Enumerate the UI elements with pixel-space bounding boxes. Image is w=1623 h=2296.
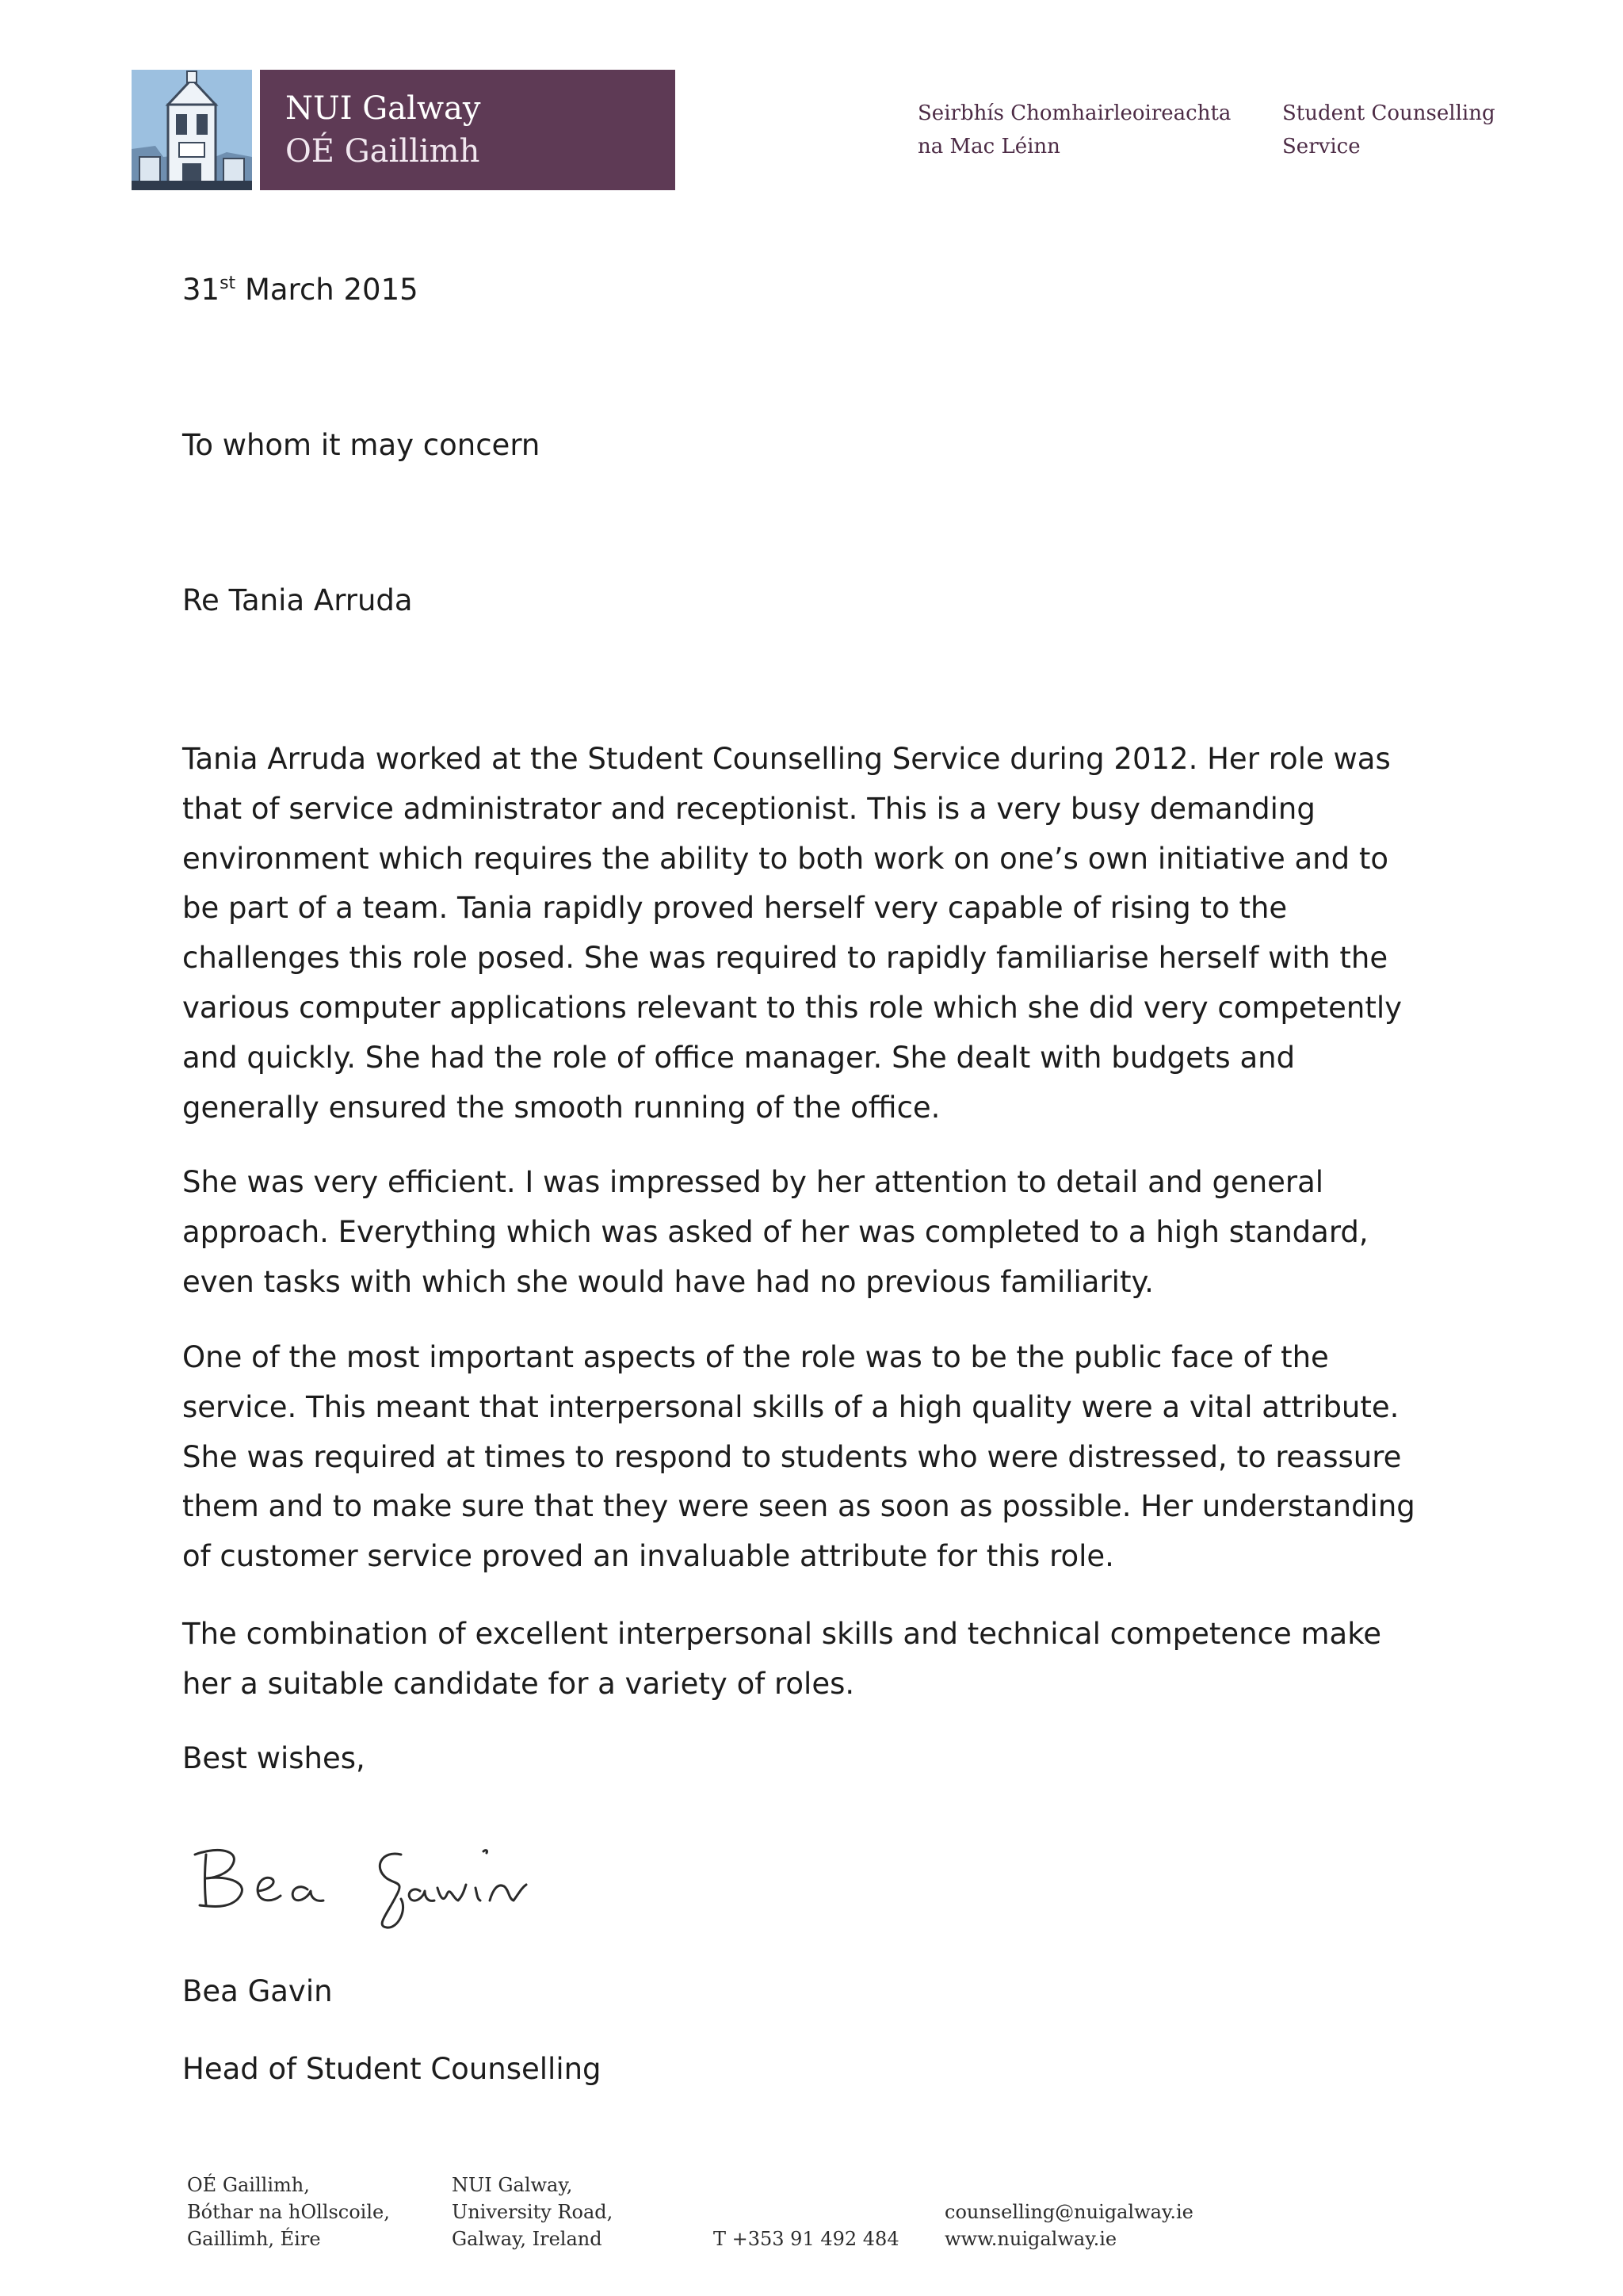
footer-english-address: NUI Galway, University Road, Galway, Ireland [452, 2174, 613, 2250]
logo-english-name: NUI Galway [285, 90, 481, 127]
footer-contact [945, 2199, 1277, 2252]
subject-line: Re Tania Arruda [182, 583, 413, 617]
body-paragraph: She was very efficient. I was impressed by her attention to detail and general approach. Everything which was asked of her was completed to a high standard, even tasks with which she would have had no previous familiarity. [182, 1165, 1369, 1299]
closing: Best wishes, [182, 1741, 365, 1775]
body-paragraph: Tania Arruda worked at the Student Counselling Service during 2012. Her role was that of service administrator and receptionist. This is a very busy demanding environment which requires the ability to both work on one’s own initiative and to be part of a team. Tania rapidly proved herself very capable of rising to the challenges this role posed. She was required to rapidly familiarise herself with the various computer applications relevant to this role which she did very competently and quickly. She had the role of office manager. She dealt with budgets and generally ensured the smooth running of the office. [182, 742, 1403, 1125]
footer-irish-address: OÉ Gaillimh, Bóthar na hOllscoile, Gaillimh, Éire [187, 2174, 390, 2250]
footer-email[interactable]: counselling@nuigalway.ie [945, 2201, 1193, 2223]
department-irish-name: Seirbhís Chomhairleoireachta na Mac Léinn [918, 101, 1232, 159]
signer-title: Head of Student Counselling [182, 2052, 601, 2086]
salutation: To whom it may concern [182, 428, 540, 462]
quadrangle-tower-icon [132, 70, 252, 190]
body-paragraph: The combination of excellent interpersonal skills and technical competence make her a suitable candidate for a variety of roles. [182, 1617, 1382, 1701]
signer-name: Bea Gavin [182, 1974, 333, 2008]
nui-galway-logo [132, 70, 675, 190]
department-english-name: Student Counselling Service [1282, 101, 1495, 159]
footer-website[interactable]: www.nuigalway.ie [945, 2228, 1117, 2250]
logo-wordmark [260, 70, 675, 190]
handwritten-signature [189, 1823, 601, 1937]
body-paragraph: One of the most important aspects of the role was to be the public face of the service. This meant that interpersonal skills of a high quality were a vital attribute. She was required at times to respond to students who were distressed, to reassure them and to make sure that they were seen as soon as possible. Her understanding of customer service proved an invaluable attribute for this role. [182, 1340, 1415, 1574]
letter-date: 31st March 2015 [182, 273, 418, 307]
footer-phone: T +353 91 492 484 [713, 2228, 899, 2250]
logo-irish-name: OÉ Gaillimh [285, 133, 480, 170]
